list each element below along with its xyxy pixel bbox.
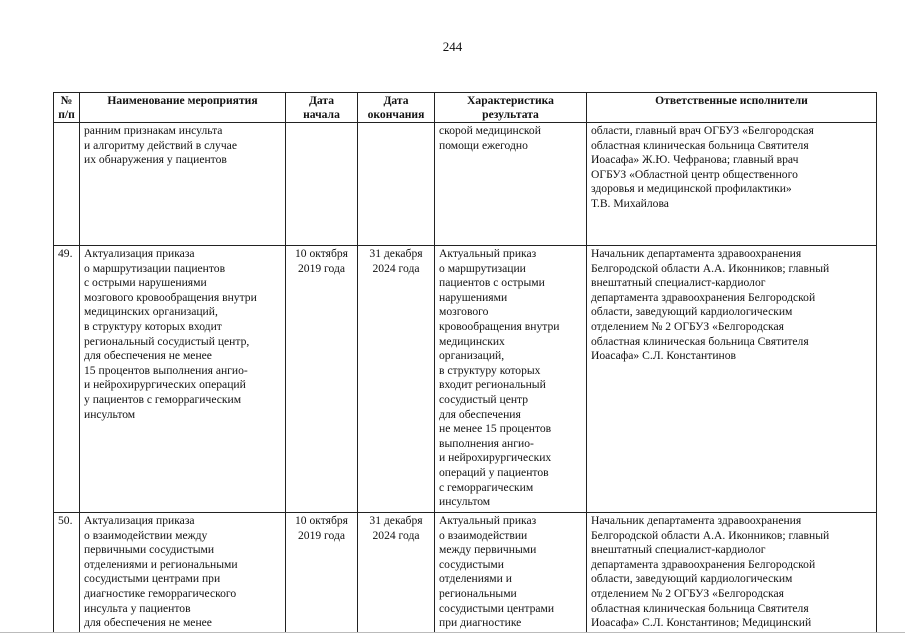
text-line: организаций,	[439, 349, 505, 363]
cell-num	[54, 123, 80, 246]
text-line: инсультом	[439, 495, 491, 509]
header-result	[435, 93, 587, 123]
text-line: здоровья и медицинской профилактики»	[591, 182, 792, 196]
page-bottom-edge	[0, 632, 905, 633]
table-row	[54, 123, 877, 246]
text-line: медицинских организаций,	[84, 305, 218, 319]
text-line: с геморрагическим	[439, 480, 534, 494]
header-responsible	[587, 93, 877, 123]
header-line: п/п	[58, 107, 75, 121]
text-line: ранним признакам инсульта	[84, 124, 223, 137]
text-line: внештатный специалист-кардиолог	[591, 276, 766, 290]
text-line: 2024 года	[372, 261, 420, 275]
cell-num: 50.	[54, 513, 80, 633]
cell-start-date	[286, 246, 358, 513]
text-line: нарушениями	[439, 290, 508, 304]
table-row	[54, 513, 877, 633]
text-line: для обеспечения не менее	[84, 616, 212, 630]
text-line: первичными сосудистыми	[84, 543, 215, 557]
text-line: 10 октября	[294, 514, 349, 527]
cell-activity-name	[80, 513, 286, 633]
text-line: Начальник департамента здравоохранения	[591, 247, 802, 260]
cell-responsible	[587, 123, 877, 246]
text-line: Иоасафа» С.Л. Константинов; Медицинский	[591, 616, 812, 630]
cell-result	[435, 246, 587, 513]
text-line: кровообращения внутри	[439, 319, 560, 333]
header-line: №	[60, 94, 73, 107]
text-line: при диагностике	[439, 616, 522, 630]
text-line: департамента здравоохранения Белгородской	[591, 557, 816, 571]
text-line: о взаимодействии	[439, 528, 528, 542]
table-row	[54, 246, 877, 513]
text-line: их обнаружения у пациентов	[84, 153, 227, 167]
text-line: медицинских	[439, 334, 505, 348]
text-line: Белгородской области А.А. Иконников; главный	[591, 261, 830, 275]
header-start	[286, 93, 358, 123]
cell-activity-name	[80, 123, 286, 246]
text-line: отделением № 2 ОГБУЗ «Белгородская	[591, 319, 784, 333]
text-line: Иоасафа» Ж.Ю. Чефранова; главный врач	[591, 153, 799, 167]
text-line: о маршрутизации пациентов	[84, 261, 226, 275]
text-line: областная клиническая больница Святителя	[591, 334, 809, 348]
activities-table	[53, 92, 877, 633]
text-line: областная клиническая больница Святителя	[591, 601, 809, 615]
text-line: сосудистыми	[439, 557, 504, 571]
text-line: Т.В. Михайлова	[591, 196, 669, 210]
text-line: для обеспечения не менее	[84, 349, 212, 363]
text-line: о маршрутизации	[439, 261, 526, 275]
text-line: выполнения ангио-	[439, 436, 534, 450]
header-line: результата	[482, 107, 539, 121]
text-line: отделением № 2 ОГБУЗ «Белгородская	[591, 586, 784, 600]
text-line: входит региональный	[439, 378, 546, 392]
header-name	[80, 93, 286, 123]
text-line: департамента здравоохранения Белгородской	[591, 290, 816, 304]
cell-result	[435, 123, 587, 246]
text-line: в структуру которых	[439, 363, 541, 377]
header-line: Дата	[308, 94, 335, 107]
text-line: в структуру которых входит	[84, 319, 222, 333]
text-line: областная клиническая больница Святителя	[591, 138, 809, 152]
header-num	[54, 93, 80, 123]
text-line: для обеспечения	[439, 407, 521, 421]
text-line: мозгового	[439, 305, 489, 319]
text-line: отделениями и	[439, 572, 512, 586]
text-line: области, главный врач ОГБУЗ «Белгородская	[591, 124, 814, 137]
cell-responsible	[587, 513, 877, 633]
text-line: между первичными	[439, 543, 537, 557]
cell-end-date	[358, 123, 435, 246]
page-number: 244	[442, 39, 463, 54]
text-line: 15 процентов выполнения ангио-	[84, 363, 248, 377]
text-line: с острыми нарушениями	[84, 276, 207, 290]
text-line: 31 декабря	[369, 514, 423, 527]
header-line: Ответственные исполнители	[655, 94, 808, 107]
text-line: пациентов с острыми	[439, 276, 545, 290]
header-line: Характеристика	[467, 94, 554, 107]
text-line: у пациентов с геморрагическим	[84, 392, 242, 406]
text-line: инсульта у пациентов	[84, 601, 191, 615]
text-line: Актуальный приказ	[439, 514, 537, 527]
text-line: сосудистыми центрами	[439, 601, 555, 615]
header-end	[358, 93, 435, 123]
text-line: операций у пациентов	[439, 465, 549, 479]
cell-start-date	[286, 513, 358, 633]
text-line: области, заведующий кардиологическим	[591, 572, 793, 586]
text-line: региональными	[439, 586, 517, 600]
text-line: и алгоритму действий в случае	[84, 138, 237, 152]
text-line: о взаимодействии между	[84, 528, 208, 542]
cell-num: 49.	[54, 246, 80, 513]
cell-responsible	[587, 246, 877, 513]
text-line: помощи ежегодно	[439, 138, 528, 152]
header-line: начала	[303, 107, 340, 121]
cell-activity-name	[80, 246, 286, 513]
text-line: внештатный специалист-кардиолог	[591, 543, 766, 557]
text-line: Иоасафа» С.Л. Константинов	[591, 349, 737, 363]
header-line: Дата	[383, 94, 409, 107]
cell-start-date	[286, 123, 358, 246]
text-line: области, заведующий кардиологическим	[591, 305, 793, 319]
text-line: Актуализация приказа	[84, 514, 195, 527]
text-line: не менее 15 процентов	[439, 422, 552, 436]
text-line: Белгородской области А.А. Иконников; главный	[591, 528, 830, 542]
text-line: 31 декабря	[369, 247, 423, 260]
text-line: 2019 года	[297, 528, 346, 542]
text-line: сосудистый центр	[439, 392, 529, 406]
table-header-row	[54, 93, 877, 123]
text-line: сосудистыми центрами при	[84, 572, 221, 586]
text-line: и нейрохирургических	[439, 451, 552, 465]
header-line: окончания	[367, 107, 425, 121]
cell-end-date	[358, 246, 435, 513]
text-line: региональный сосудистый центр,	[84, 334, 250, 348]
text-line: инсультом	[84, 407, 136, 421]
text-line: 2019 года	[297, 261, 346, 275]
text-line: отделениями и региональными	[84, 557, 238, 571]
text-line: 10 октября	[294, 247, 349, 260]
text-line: 2024 года	[372, 528, 420, 542]
text-line: ОГБУЗ «Областной центр общественного	[591, 167, 798, 181]
text-line: Начальник департамента здравоохранения	[591, 514, 802, 527]
text-line: мозгового кровообращения внутри	[84, 290, 257, 304]
text-line: диагностике геморрагического	[84, 586, 237, 600]
cell-result	[435, 513, 587, 633]
text-line: скорой медицинской	[439, 124, 541, 137]
cell-end-date	[358, 513, 435, 633]
header-line: Наименование мероприятия	[107, 94, 258, 107]
text-line: и нейрохирургических операций	[84, 378, 246, 392]
text-line: Актуализация приказа	[84, 247, 195, 260]
text-line: Актуальный приказ	[439, 247, 537, 260]
